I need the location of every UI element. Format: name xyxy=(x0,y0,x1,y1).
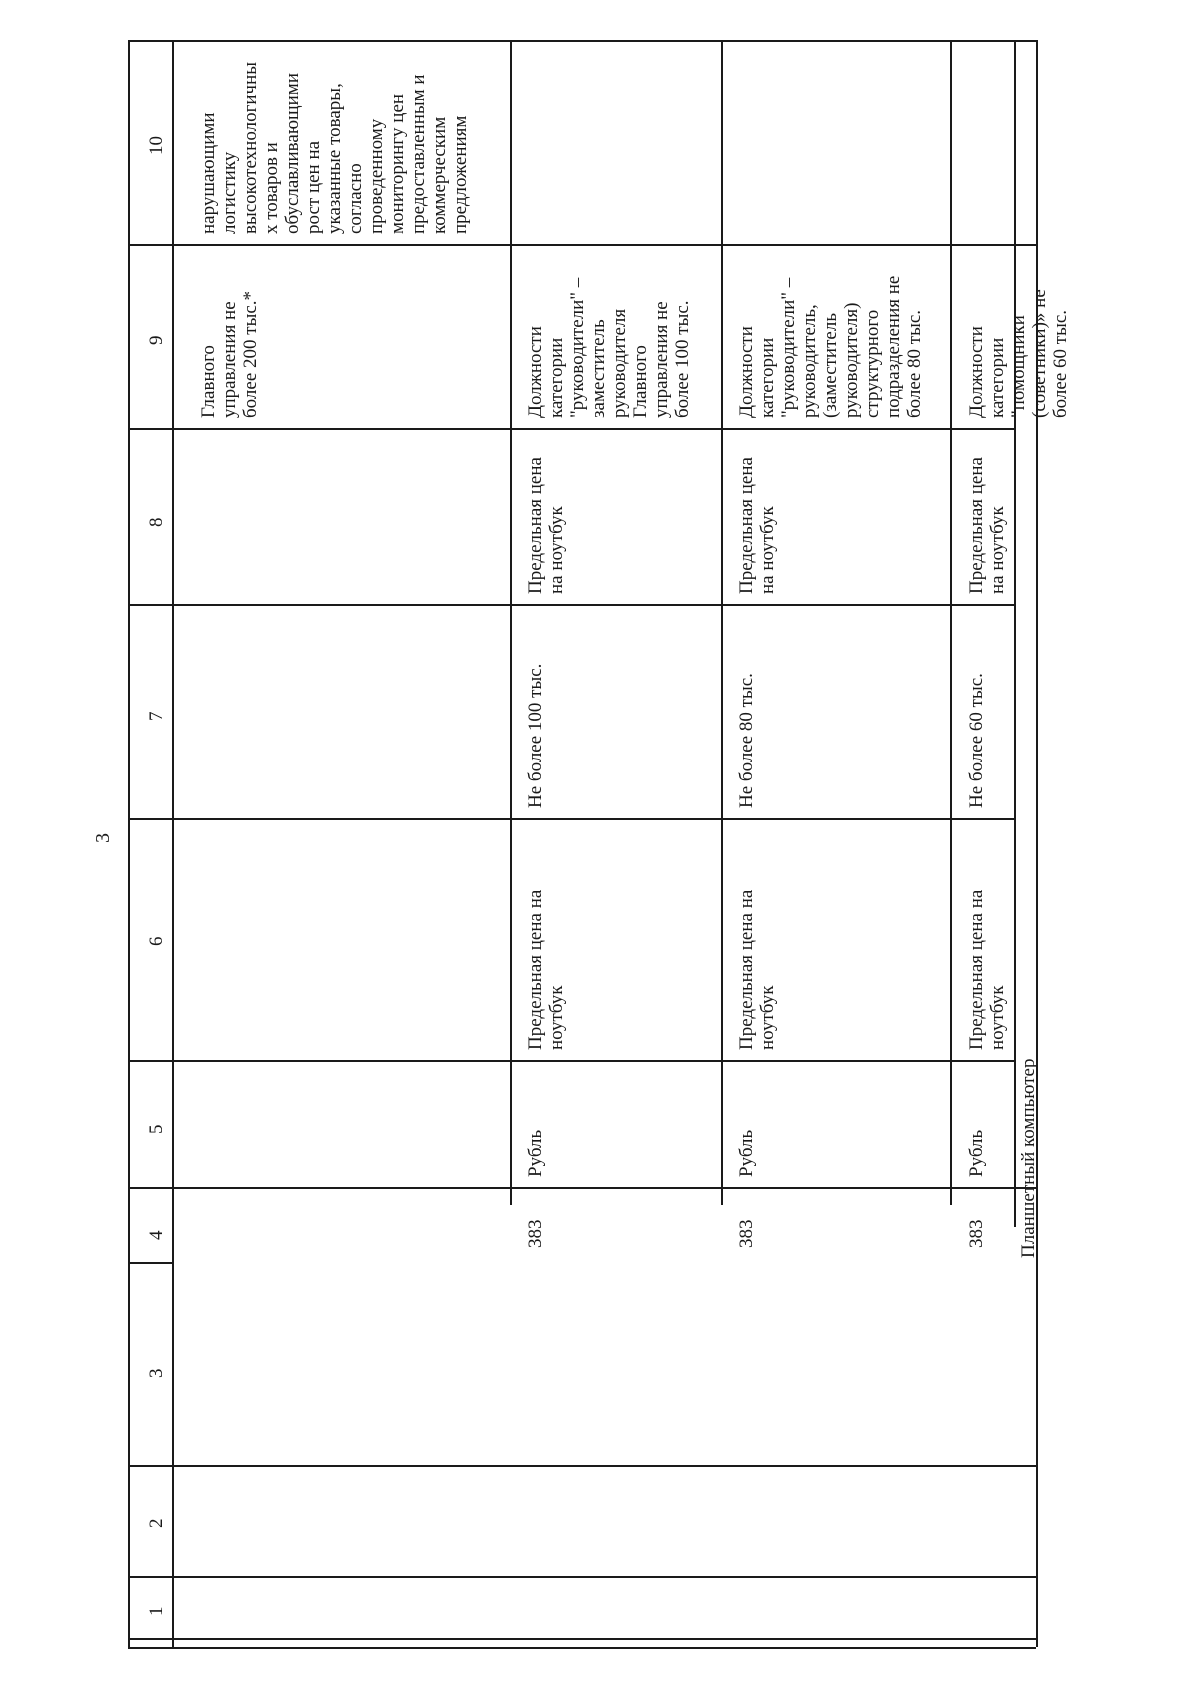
header-col-4: 4 xyxy=(146,1230,167,1240)
header-row-divider xyxy=(128,1638,1036,1640)
header-col-7: 7 xyxy=(146,711,167,721)
row3-col6: Предельная цена на ноутбук xyxy=(736,889,778,1050)
row4-col4: 383 xyxy=(966,1219,987,1248)
col-divider-6-7 xyxy=(128,818,1014,820)
table-border-top xyxy=(128,40,1036,42)
row2-col5: Рубль xyxy=(525,1129,546,1177)
row2-col7: Не более 100 тыс. xyxy=(525,663,546,808)
header-col-5: 5 xyxy=(146,1124,167,1134)
row2-col8: Предельная цена на ноутбук xyxy=(525,457,567,594)
table-border-left xyxy=(128,40,130,1647)
row3-col8: Предельная цена на ноутбук xyxy=(736,457,778,594)
row4-col5: Рубль xyxy=(966,1129,987,1177)
row1-col10: нарушающими логистику высокотехнологичны х товаров и обуславливающими рост цен на указанные товары, согласно проведенному мониторингу цен предоставленным и коммерческим предложениям xyxy=(198,61,471,234)
header-col-6: 6 xyxy=(146,936,167,946)
header-col-1: 1 xyxy=(146,1606,167,1616)
row4-col9: Должности категории "помощники (советники)» не более 60 тыс. xyxy=(966,289,1071,418)
header-column-divider xyxy=(172,40,174,1647)
header-col-9: 9 xyxy=(146,335,167,345)
row-divider-2-3 xyxy=(721,40,723,1205)
col-divider-4-5 xyxy=(128,1187,1036,1189)
row-divider-4-5 xyxy=(1014,40,1016,1227)
row2-col6: Предельная цена на ноутбук xyxy=(525,889,567,1050)
row4-col6: Предельная цена на ноутбук xyxy=(966,889,1008,1050)
row3-col9: Должности категории "руководители" – руководитель, (заместитель руководителя) структурного подразделения не более 80 тыс. xyxy=(736,275,925,418)
col-divider-2-3 xyxy=(128,1465,1036,1467)
header-col-10: 10 xyxy=(146,136,167,155)
table-border-right xyxy=(1036,40,1038,1647)
header-col-3: 3 xyxy=(146,1368,167,1378)
row4-col7: Не более 60 тыс. xyxy=(966,673,987,808)
col-divider-1-2 xyxy=(128,1576,1036,1578)
row3-col7: Не более 80 тыс. xyxy=(736,673,757,808)
col-divider-7-8 xyxy=(128,604,1014,606)
col-divider-8-9 xyxy=(128,428,1014,430)
col-divider-3-4 xyxy=(128,1262,172,1264)
col-divider-5-6 xyxy=(128,1060,1014,1062)
row4-col8: Предельная цена на ноутбук xyxy=(966,457,1008,594)
row-divider-3-4 xyxy=(950,40,952,1205)
header-col-8: 8 xyxy=(146,517,167,527)
col-divider-9-10 xyxy=(128,244,1036,246)
header-col-2: 2 xyxy=(146,1518,167,1528)
section-title: Планшетный компьютер xyxy=(1018,1058,1039,1258)
table-border-bottom-edge xyxy=(128,1647,1036,1649)
row2-col4: 383 xyxy=(525,1219,546,1248)
row3-col5: Рубль xyxy=(736,1129,757,1177)
page-number: 3 xyxy=(92,833,114,843)
row3-col4: 383 xyxy=(736,1219,757,1248)
row-divider-1-2 xyxy=(510,40,512,1205)
row2-col9: Должности категории "руководители" – заместитель руководителя Главного управления не более 100 тыс. xyxy=(525,277,693,418)
row1-col9: Главного управления не более 200 тыс.* xyxy=(198,290,261,418)
